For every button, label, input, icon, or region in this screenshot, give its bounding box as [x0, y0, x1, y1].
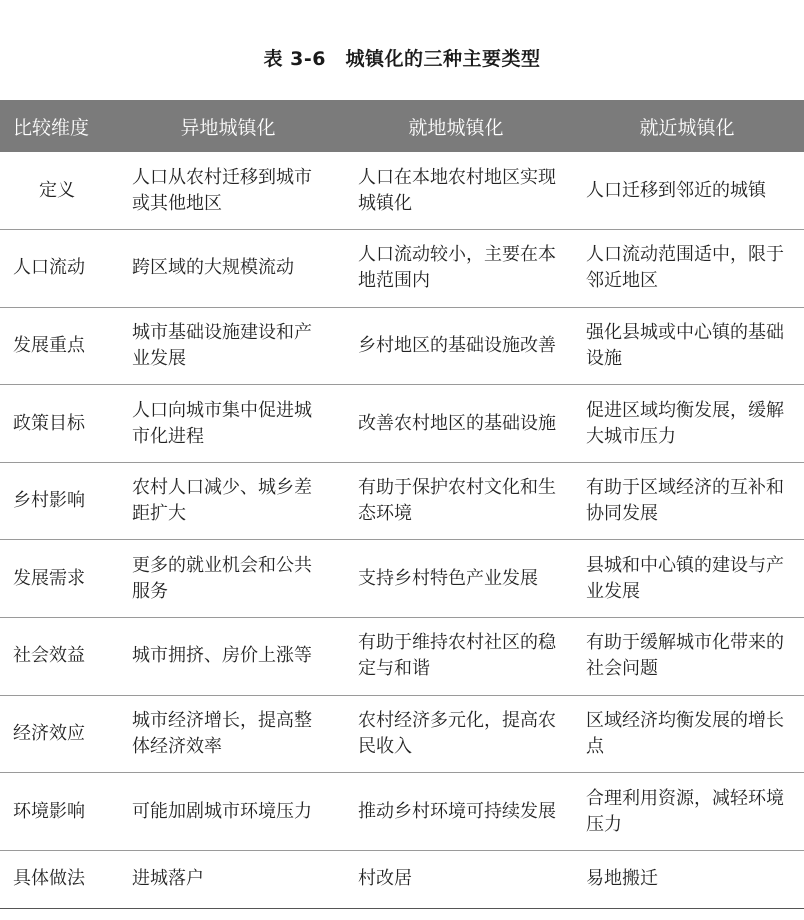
table-row: [0, 773, 804, 851]
table-row: [0, 152, 804, 230]
row-label: 人口流动: [13, 257, 85, 279]
table-cell: 人口从农村迁移到城市或其他地区: [132, 166, 312, 214]
row-label: 环境影响: [13, 800, 85, 822]
row-label: 社会效益: [13, 645, 85, 667]
table-cell: 乡村地区的基础设施改善: [358, 334, 556, 356]
row-label: 经济效应: [13, 722, 85, 744]
table-cell: 促进区域均衡发展，缓解大城市压力: [586, 399, 784, 447]
header-offsite-urbanization: 异地城镇化: [180, 116, 276, 139]
table-cell: 合理利用资源，减轻环境压力: [586, 787, 784, 835]
table-cell: 可能加剧城市环境压力: [132, 800, 312, 822]
table-cell: 有助于保护农村文化和生态环境: [358, 477, 556, 525]
table-cell: 进城落户: [132, 868, 204, 890]
table-body: [0, 152, 804, 908]
header-local-urbanization: 就地城镇化: [408, 116, 504, 139]
table-header: [0, 100, 804, 152]
table-caption: 表 3-6 城镇化的三种主要类型: [263, 48, 541, 70]
header-row: [0, 100, 804, 152]
table-row: [0, 540, 804, 618]
table-row: [0, 462, 804, 540]
table-cell: 县城和中心镇的建设与产业发展: [586, 554, 784, 602]
table-cell: 人口在本地农村地区实现城镇化: [358, 166, 556, 214]
table-row: [0, 618, 804, 696]
table-cell: 区域经济均衡发展的增长点: [586, 709, 784, 757]
table-row: [0, 695, 804, 773]
table-cell: 人口流动较小，主要在本地范围内: [358, 244, 556, 292]
table-cell: 城市经济增长，提高整体经济效率: [132, 709, 312, 757]
table-cell: 有助于维持农村社区的稳定与和谐: [358, 632, 556, 680]
row-label: 乡村影响: [13, 490, 85, 512]
row-label: 政策目标: [13, 412, 85, 434]
table-row: [0, 307, 804, 385]
table-row: [0, 850, 804, 908]
table-cell: 更多的就业机会和公共服务: [132, 554, 312, 602]
table-cell: 人口向城市集中促进城市化进程: [132, 399, 312, 447]
table-cell: 城市拥挤、房价上涨等: [132, 645, 312, 667]
header-dimension: 比较维度: [13, 116, 90, 139]
comparison-table: [0, 100, 804, 909]
header-nearby-urbanization: 就近城镇化: [639, 116, 735, 139]
table-cell: 村改居: [358, 868, 412, 890]
row-label: 发展需求: [13, 567, 85, 589]
table-cell: 跨区域的大规模流动: [132, 257, 294, 279]
table-cell: 推动乡村环境可持续发展: [358, 800, 556, 822]
row-label: 定义: [39, 179, 75, 201]
table-cell: 人口迁移到邻近的城镇: [586, 179, 766, 201]
table-row: [0, 230, 804, 308]
table-cell: 有助于区域经济的互补和协同发展: [586, 477, 784, 525]
table-row: [0, 385, 804, 463]
table-cell: 易地搬迁: [586, 868, 658, 890]
table-cell: 改善农村地区的基础设施: [358, 412, 556, 434]
row-label: 具体做法: [13, 868, 85, 890]
table-cell: 强化县城或中心镇的基础设施: [586, 321, 784, 369]
table-cell: 有助于缓解城市化带来的社会问题: [586, 632, 784, 680]
table-cell: 支持乡村特色产业发展: [358, 567, 538, 589]
table-cell: 农村人口减少、城乡差距扩大: [132, 477, 312, 525]
table-cell: 农村经济多元化，提高农民收入: [358, 709, 556, 757]
table-cell: 人口流动范围适中，限于邻近地区: [586, 244, 784, 292]
table-cell: 城市基础设施建设和产业发展: [132, 321, 312, 369]
row-label: 发展重点: [13, 334, 85, 356]
